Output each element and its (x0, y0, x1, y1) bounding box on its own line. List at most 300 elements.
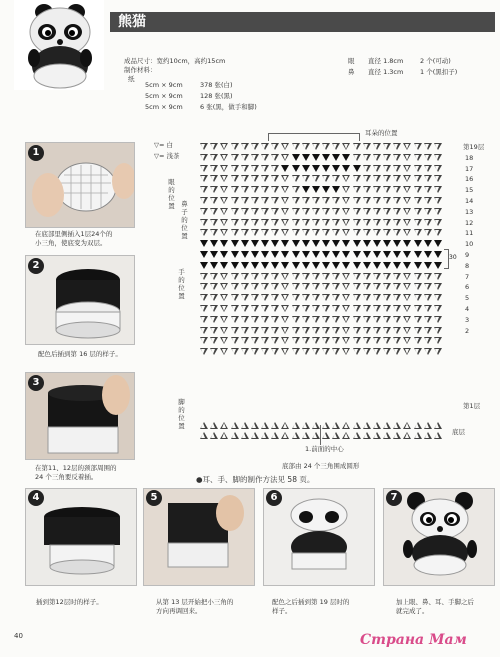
white-triangle-fill (262, 220, 266, 225)
base-triangle-fill (384, 423, 388, 428)
white-triangle-fill (384, 198, 388, 203)
white-triangle-fill (272, 230, 276, 235)
step-5-caption-line2: 方向再调回来。 (156, 607, 202, 615)
white-triangle-fill (272, 144, 276, 149)
white-triangle-fill (364, 220, 368, 225)
white-triangle-fill (354, 176, 358, 181)
white-triangle-fill (435, 306, 439, 311)
white-triangle-fill (262, 295, 266, 300)
white-triangle-fill (211, 338, 215, 343)
white-triangle-fill (354, 317, 358, 322)
black-triangle (383, 262, 391, 269)
white-triangle-fill (333, 144, 337, 149)
white-triangle-fill (415, 220, 419, 225)
black-triangle (322, 186, 330, 193)
step-7-caption-line1: 加上眼、鼻、耳、手脚之后 (396, 598, 474, 606)
base-label: 底层 (452, 428, 465, 436)
white-triangle-fill (252, 328, 256, 333)
base-triangle-fill (232, 423, 236, 428)
white-triangle-fill (405, 209, 409, 214)
step-7-number: 7 (386, 490, 402, 506)
step-2-caption: 配色后插到第 16 层的样子。 (38, 350, 122, 358)
base-triangle-fill (435, 423, 439, 428)
step-1-caption-line1: 在底部里侧插入1层24个的 (35, 230, 113, 238)
white-triangle-fill (303, 230, 307, 235)
white-triangle-fill (272, 284, 276, 289)
black-triangle (292, 262, 300, 269)
white-triangle-fill (374, 349, 378, 354)
white-triangle-fill (354, 187, 358, 192)
white-triangle-fill (222, 176, 226, 181)
material-qty-2: 128 张(黑) (200, 92, 233, 100)
white-triangle-fill (293, 176, 297, 181)
base-triangle-fill (323, 423, 327, 428)
step-2-number: 2 (28, 258, 44, 274)
white-triangle-fill (344, 274, 348, 279)
white-triangle-fill (272, 176, 276, 181)
legend-tea: ▽= 浅茶 (154, 152, 180, 160)
white-triangle-fill (283, 209, 287, 214)
black-triangle (363, 240, 371, 247)
black-triangle (241, 251, 249, 258)
white-triangle-fill (354, 295, 358, 300)
white-triangle-fill (364, 317, 368, 322)
white-triangle-fill (242, 295, 246, 300)
material-qty-3: 6 张(黑，做手和脚) (200, 103, 257, 111)
white-triangle-fill (252, 230, 256, 235)
white-triangle-fill (232, 295, 236, 300)
black-triangle (383, 251, 391, 258)
base-triangle-fill (262, 433, 266, 438)
white-triangle-fill (242, 338, 246, 343)
base-triangle-fill (211, 433, 215, 438)
white-triangle-fill (283, 230, 287, 235)
white-triangle-fill (394, 209, 398, 214)
white-triangle-fill (323, 295, 327, 300)
step-6-caption-line2: 样子。 (272, 607, 292, 615)
white-triangle-fill (222, 166, 226, 171)
white-triangle-fill (384, 274, 388, 279)
white-triangle-fill (211, 198, 215, 203)
white-triangle-fill (435, 295, 439, 300)
white-triangle-fill (344, 295, 348, 300)
white-triangle-fill (242, 274, 246, 279)
white-triangle-fill (364, 155, 368, 160)
black-triangle (332, 154, 340, 161)
black-triangle (312, 251, 320, 258)
white-triangle-fill (364, 295, 368, 300)
black-triangle (210, 240, 218, 247)
white-triangle-fill (333, 349, 337, 354)
black-triangle (312, 240, 320, 247)
white-triangle-fill (242, 155, 246, 160)
black-triangle (332, 251, 340, 258)
white-triangle-fill (201, 349, 205, 354)
white-triangle-fill (364, 230, 368, 235)
white-triangle-fill (435, 220, 439, 225)
white-triangle-fill (252, 349, 256, 354)
white-triangle-fill (272, 198, 276, 203)
black-triangle (241, 240, 249, 247)
white-triangle-fill (272, 295, 276, 300)
black-triangle (231, 240, 239, 247)
page-title: 熊猫 (118, 14, 146, 30)
hand-position-label: 手的位置 (178, 268, 185, 300)
white-triangle-fill (211, 274, 215, 279)
black-triangle (271, 251, 279, 258)
eye-position-label: 眼的位置 (168, 178, 175, 210)
black-triangle (342, 240, 350, 247)
black-triangle (393, 251, 401, 258)
white-triangle-fill (313, 349, 317, 354)
white-triangle-fill (252, 306, 256, 311)
base-triangle-fill (293, 433, 297, 438)
white-triangle-fill (354, 338, 358, 343)
white-triangle-fill (384, 284, 388, 289)
base-triangle-fill (222, 423, 226, 428)
white-triangle-fill (211, 295, 215, 300)
front-center-line (320, 425, 321, 445)
base-triangle-fill (272, 433, 276, 438)
layer-19-label: 第19层 (463, 143, 485, 151)
white-triangle-fill (242, 176, 246, 181)
white-triangle-fill (374, 274, 378, 279)
white-triangle-fill (211, 155, 215, 160)
white-triangle-fill (415, 209, 419, 214)
white-triangle-fill (222, 155, 226, 160)
white-triangle-fill (242, 144, 246, 149)
black-triangle (210, 251, 218, 258)
black-triangle (210, 262, 218, 269)
white-triangle-fill (262, 317, 266, 322)
black-triangle (302, 165, 310, 172)
white-triangle-fill (201, 187, 205, 192)
white-triangle-fill (293, 306, 297, 311)
white-triangle-fill (374, 166, 378, 171)
white-triangle-fill (323, 317, 327, 322)
layer-1-label: 第1层 (463, 402, 481, 410)
white-triangle-fill (283, 274, 287, 279)
white-triangle-fill (435, 230, 439, 235)
white-triangle-fill (405, 349, 409, 354)
black-triangle (271, 240, 279, 247)
layer-number-label: 4 (465, 305, 470, 313)
white-triangle-fill (344, 209, 348, 214)
black-triangle (373, 251, 381, 258)
front-center-label: 1.前面的中心 (305, 445, 344, 453)
white-triangle-fill (201, 144, 205, 149)
white-triangle-fill (354, 328, 358, 333)
white-triangle-fill (374, 295, 378, 300)
black-triangle (342, 165, 350, 172)
black-triangle (434, 262, 442, 269)
white-triangle-fill (232, 198, 236, 203)
step-4-caption: 插到第12层时的样子。 (36, 598, 103, 606)
white-triangle-fill (283, 144, 287, 149)
white-triangle-fill (394, 230, 398, 235)
white-triangle-fill (333, 274, 337, 279)
step-3-caption-line1: 在第11、12层的颈部周围的 (35, 464, 117, 472)
base-triangle-fill (283, 423, 287, 428)
white-triangle-fill (354, 274, 358, 279)
eye-qty: 2 个(可动) (420, 57, 451, 65)
white-triangle-fill (425, 328, 429, 333)
layer-number-label: 14 (465, 197, 474, 205)
layer-number-label: 6 (465, 283, 470, 292)
white-triangle-fill (201, 209, 205, 214)
white-triangle-fill (272, 209, 276, 214)
material-label: 制作材料： (124, 66, 157, 74)
white-triangle-fill (303, 198, 307, 203)
layer-number-label: 8 (465, 261, 470, 270)
black-triangle (322, 262, 330, 269)
white-triangle-fill (262, 166, 266, 171)
white-triangle-fill (252, 295, 256, 300)
white-triangle-fill (303, 317, 307, 322)
white-triangle-fill (252, 338, 256, 343)
white-triangle-fill (201, 166, 205, 171)
white-triangle-fill (293, 317, 297, 322)
black-triangle (393, 240, 401, 247)
white-triangle-fill (333, 328, 337, 333)
white-triangle-fill (222, 295, 226, 300)
white-triangle-fill (405, 284, 409, 289)
layer-number-label: 11 (465, 229, 474, 238)
black-triangle (322, 154, 330, 161)
white-triangle-fill (374, 198, 378, 203)
black-triangle (200, 251, 208, 258)
black-triangle (292, 165, 300, 172)
white-triangle-fill (415, 349, 419, 354)
black-triangle (342, 154, 350, 161)
base-triangle-fill (354, 423, 358, 428)
white-triangle-fill (425, 274, 429, 279)
layer-number-label: 12 (465, 218, 474, 227)
black-triangle (220, 240, 228, 247)
black-triangle (393, 262, 401, 269)
white-triangle-fill (354, 209, 358, 214)
white-triangle-fill (384, 306, 388, 311)
white-triangle-fill (364, 198, 368, 203)
step-3-number: 3 (28, 375, 44, 391)
white-triangle-fill (425, 209, 429, 214)
black-triangle (403, 262, 411, 269)
white-triangle-fill (374, 155, 378, 160)
white-triangle-fill (293, 338, 297, 343)
white-triangle-fill (303, 274, 307, 279)
black-triangle (424, 262, 432, 269)
white-triangle-fill (354, 144, 358, 149)
white-triangle-fill (232, 349, 236, 354)
white-triangle-fill (201, 317, 205, 322)
base-triangle-fill (374, 433, 378, 438)
black-triangle (302, 186, 310, 193)
white-triangle-fill (272, 328, 276, 333)
nose-label: 鼻 (348, 68, 355, 76)
black-triangle (383, 240, 391, 247)
white-triangle-fill (313, 306, 317, 311)
white-triangle-fill (222, 198, 226, 203)
white-triangle-fill (344, 220, 348, 225)
white-triangle-fill (374, 317, 378, 322)
white-triangle-fill (425, 230, 429, 235)
nose-spec: 直径 1.3cm (368, 68, 404, 76)
white-triangle-fill (211, 317, 215, 322)
base-triangle-fill (283, 433, 287, 438)
white-triangle-fill (293, 349, 297, 354)
black-triangle (281, 251, 289, 258)
white-triangle-fill (252, 284, 256, 289)
white-triangle-fill (405, 306, 409, 311)
white-triangle-fill (201, 198, 205, 203)
white-triangle-fill (425, 198, 429, 203)
ear-position-label: 耳朵的位置 (365, 129, 398, 137)
white-triangle-fill (293, 230, 297, 235)
white-triangle-fill (333, 338, 337, 343)
white-triangle-fill (364, 349, 368, 354)
white-triangle-fill (364, 284, 368, 289)
base-triangle-fill (374, 423, 378, 428)
step-3-caption-line2: 24 个三角要反着插。 (35, 473, 98, 481)
white-triangle-fill (283, 306, 287, 311)
black-triangle (322, 165, 330, 172)
white-triangle-fill (344, 328, 348, 333)
layer-number-label: 9 (465, 251, 470, 259)
white-triangle-fill (272, 338, 276, 343)
neck-bracket-label: 30 (449, 254, 457, 261)
white-triangle-fill (222, 317, 226, 322)
white-triangle-fill (435, 328, 439, 333)
page-number: 40 (14, 632, 23, 640)
white-triangle-fill (384, 220, 388, 225)
white-triangle-fill (211, 209, 215, 214)
white-triangle-fill (242, 198, 246, 203)
white-triangle-fill (333, 295, 337, 300)
white-triangle-fill (242, 220, 246, 225)
white-triangle-fill (384, 295, 388, 300)
black-triangle (271, 262, 279, 269)
white-triangle-fill (415, 144, 419, 149)
base-triangle-fill (303, 433, 307, 438)
layer-number-label: 5 (465, 294, 470, 303)
black-triangle (231, 262, 239, 269)
base-triangle-fill (222, 433, 226, 438)
black-triangle (342, 251, 350, 258)
eye-spec: 直径 1.8cm (368, 57, 404, 65)
white-triangle-fill (415, 176, 419, 181)
white-triangle-fill (425, 338, 429, 343)
black-triangle (332, 186, 340, 193)
white-triangle-fill (425, 317, 429, 322)
white-triangle-fill (333, 220, 337, 225)
white-triangle-fill (344, 198, 348, 203)
black-triangle (322, 251, 330, 258)
black-triangle (403, 240, 411, 247)
white-triangle-fill (262, 176, 266, 181)
white-triangle-fill (354, 220, 358, 225)
white-triangle-fill (242, 306, 246, 311)
base-triangle-fill (303, 423, 307, 428)
white-triangle-fill (293, 144, 297, 149)
white-triangle-fill (323, 198, 327, 203)
white-triangle-fill (384, 209, 388, 214)
half-model-image (26, 489, 136, 585)
white-triangle-fill (313, 328, 317, 333)
black-triangle (414, 240, 422, 247)
white-triangle-fill (394, 187, 398, 192)
white-triangle-fill (201, 284, 205, 289)
layer-number-label: 17 (465, 164, 474, 173)
black-triangle (403, 251, 411, 258)
white-triangle-fill (384, 166, 388, 171)
white-triangle-fill (405, 220, 409, 225)
white-triangle-fill (232, 230, 236, 235)
base-triangle-fill (415, 423, 419, 428)
white-triangle-fill (374, 176, 378, 181)
layer-number-label: 18 (465, 153, 474, 162)
step-5-caption-line1: 从第 13 层开始把小三角的 (156, 598, 234, 606)
white-triangle-fill (232, 176, 236, 181)
white-triangle-fill (364, 306, 368, 311)
foot-position-label: 脚的位置 (178, 398, 185, 430)
black-triangle (231, 251, 239, 258)
white-triangle-fill (211, 176, 215, 181)
white-triangle-fill (384, 338, 388, 343)
white-triangle-fill (232, 144, 236, 149)
white-triangle-fill (415, 187, 419, 192)
white-triangle-fill (222, 187, 226, 192)
base-triangle-fill (435, 433, 439, 438)
base-triangle-fill (313, 433, 317, 438)
white-triangle-fill (313, 295, 317, 300)
white-triangle-fill (405, 144, 409, 149)
head-colored-image (264, 489, 374, 585)
white-triangle-fill (222, 328, 226, 333)
white-triangle-fill (354, 230, 358, 235)
base-triangle-fill (201, 433, 205, 438)
redirect-triangles-image (144, 489, 254, 585)
size-line: 成品尺寸：宽约10cm，高约15cm (124, 57, 226, 65)
white-triangle-fill (252, 166, 256, 171)
white-triangle-fill (262, 328, 266, 333)
white-triangle-fill (344, 317, 348, 322)
base-triangle-fill (354, 433, 358, 438)
white-triangle-fill (323, 230, 327, 235)
white-triangle-fill (323, 328, 327, 333)
white-triangle-fill (262, 349, 266, 354)
white-triangle-fill (303, 338, 307, 343)
base-triangle-fill (313, 423, 317, 428)
white-triangle-fill (323, 220, 327, 225)
white-triangle-fill (232, 220, 236, 225)
black-triangle (251, 262, 259, 269)
white-triangle-fill (252, 144, 256, 149)
white-triangle-fill (333, 284, 337, 289)
white-triangle-fill (354, 306, 358, 311)
white-triangle-fill (364, 176, 368, 181)
white-triangle-fill (232, 338, 236, 343)
white-triangle-fill (435, 338, 439, 343)
black-triangle (292, 240, 300, 247)
white-triangle-fill (344, 230, 348, 235)
white-triangle-fill (344, 187, 348, 192)
white-triangle-fill (425, 220, 429, 225)
white-triangle-fill (242, 230, 246, 235)
white-triangle-fill (293, 274, 297, 279)
white-triangle-fill (201, 338, 205, 343)
material-size-3: 5cm × 9cm (145, 103, 183, 111)
white-triangle-fill (283, 328, 287, 333)
